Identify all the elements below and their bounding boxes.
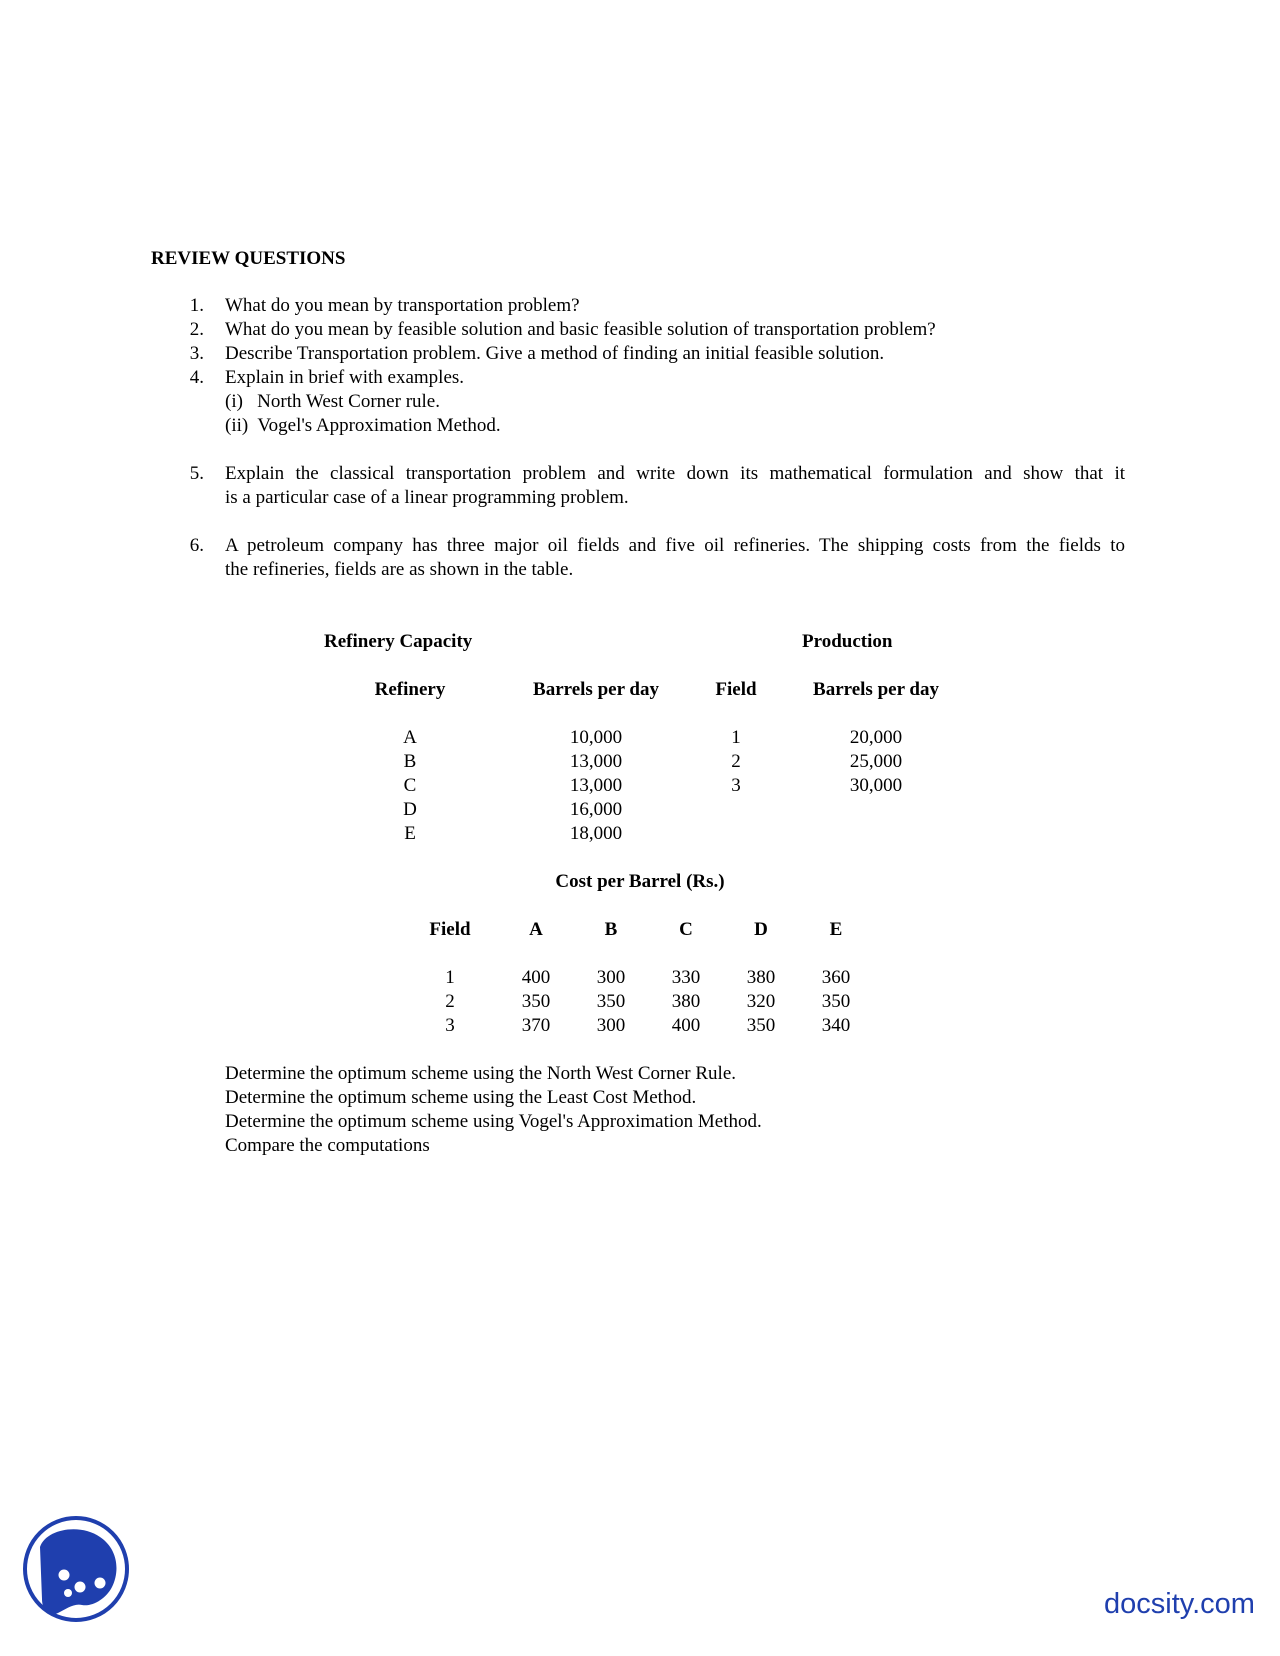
cost-header: C [679, 919, 693, 940]
refinery-barrels-cell: 18,000 [569, 823, 623, 844]
question-number: 1. [189, 295, 204, 316]
cost-cell: 300 [596, 967, 626, 988]
cost-cell: 350 [596, 991, 626, 1012]
question-text: What do you mean by feasible solution and basic feasible solution of transportation problem? [225, 319, 936, 340]
question-number: 5. [189, 463, 204, 484]
cost-cell: 400 [521, 967, 551, 988]
field-barrels-cell: 30,000 [849, 775, 903, 796]
cost-cell: 2 [445, 991, 455, 1012]
cost-header: D [754, 919, 768, 940]
question-text-line: A petroleum company has three major oil fields and five oil refineries. The shipping costs from the fields to [225, 535, 1125, 556]
header-barrels-per-day: Barrels per day [533, 679, 659, 700]
cost-cell: 320 [746, 991, 776, 1012]
cost-cell: 350 [821, 991, 851, 1012]
sub-item: (i) North West Corner rule. [225, 391, 440, 412]
refinery-cell: C [403, 775, 417, 796]
sub-item: (ii) Vogel's Approximation Method. [225, 415, 501, 436]
refinery-barrels-cell: 16,000 [569, 799, 623, 820]
question-text-line: the refineries, fields are as shown in the table. [225, 559, 574, 580]
header-field: Field [715, 679, 757, 700]
refinery-cell: E [404, 823, 416, 844]
instruction-line: Compare the computations [225, 1135, 430, 1156]
question-number: 6. [189, 535, 204, 556]
cost-header: E [829, 919, 843, 940]
refinery-capacity-title: Refinery Capacity [324, 631, 473, 652]
cost-header: A [529, 919, 543, 940]
question-number: 4. [189, 367, 204, 388]
refinery-barrels-cell: 13,000 [569, 775, 623, 796]
cost-cell: 350 [746, 1015, 776, 1036]
instruction-line: Determine the optimum scheme using the Least Cost Method. [225, 1087, 697, 1108]
cost-cell: 1 [445, 967, 455, 988]
page-heading: REVIEW QUESTIONS [151, 248, 346, 269]
cost-cell: 360 [821, 967, 851, 988]
field-cell: 1 [731, 727, 741, 748]
cost-cell: 330 [671, 967, 701, 988]
cost-cell: 380 [746, 967, 776, 988]
field-barrels-cell: 20,000 [849, 727, 903, 748]
cost-cell: 350 [521, 991, 551, 1012]
cost-header: Field [429, 919, 471, 940]
production-title: Production [802, 631, 893, 652]
question-text: Explain in brief with examples. [225, 367, 465, 388]
field-cell: 2 [731, 751, 741, 772]
question-text: What do you mean by transportation problem? [225, 295, 580, 316]
question-text-line: Explain the classical transportation problem and write down its mathematical formulation and show that it [225, 463, 1125, 484]
question-text: Describe Transportation problem. Give a method of finding an initial feasible solution. [225, 343, 885, 364]
instruction-line: Determine the optimum scheme using the North West Corner Rule. [225, 1063, 737, 1084]
field-cell: 3 [731, 775, 741, 796]
cost-table-title: Cost per Barrel (Rs.) [555, 871, 725, 892]
cost-header: B [604, 919, 618, 940]
docsity-logo-icon[interactable] [22, 1513, 130, 1625]
cost-cell: 340 [821, 1015, 851, 1036]
header-barrels-per-day: Barrels per day [813, 679, 939, 700]
refinery-cell: B [403, 751, 417, 772]
refinery-barrels-cell: 10,000 [569, 727, 623, 748]
docsity-brand-link[interactable]: docsity.com [1104, 1588, 1255, 1620]
refinery-cell: D [403, 799, 417, 820]
cost-cell: 370 [521, 1015, 551, 1036]
cost-cell: 380 [671, 991, 701, 1012]
instruction-line: Determine the optimum scheme using Vogel's Approximation Method. [225, 1111, 762, 1132]
field-barrels-cell: 25,000 [849, 751, 903, 772]
refinery-cell: A [403, 727, 417, 748]
header-refinery: Refinery [374, 679, 446, 700]
cost-cell: 300 [596, 1015, 626, 1036]
cost-cell: 3 [445, 1015, 455, 1036]
question-number: 2. [189, 319, 204, 340]
refinery-barrels-cell: 13,000 [569, 751, 623, 772]
cost-cell: 400 [671, 1015, 701, 1036]
question-number: 3. [189, 343, 204, 364]
question-text-line: is a particular case of a linear programming problem. [225, 487, 629, 508]
